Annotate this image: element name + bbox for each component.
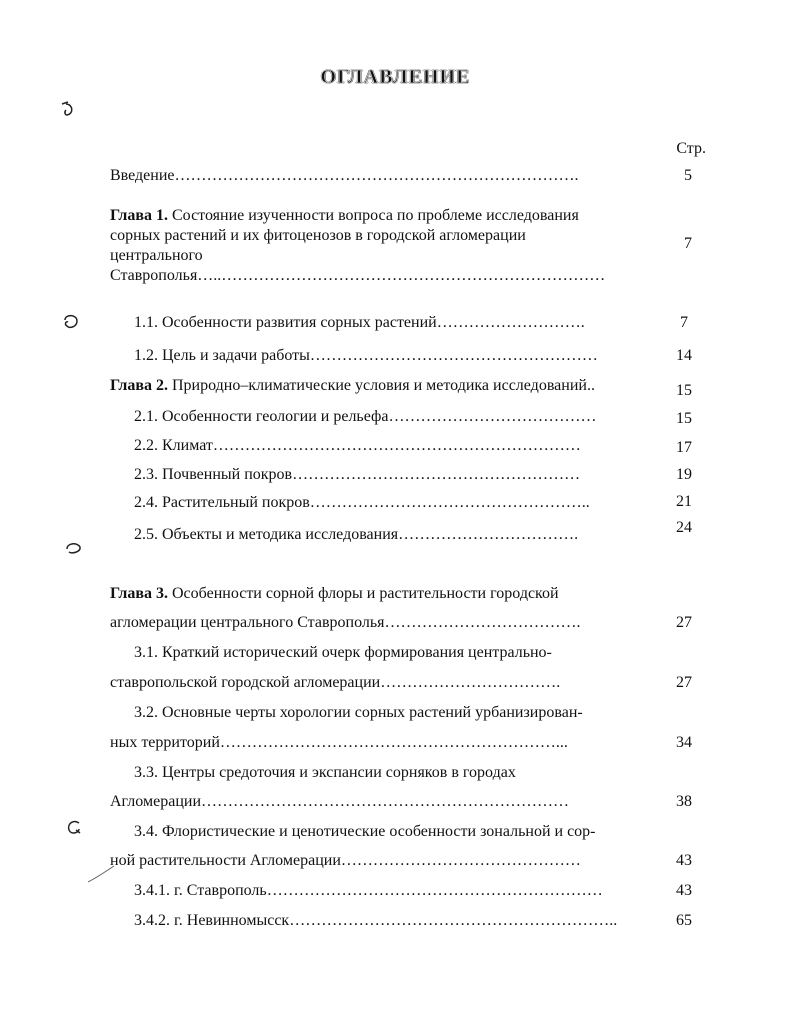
margin-mark-icon bbox=[60, 312, 82, 334]
toc-page-number: 65 bbox=[676, 912, 692, 929]
toc-entry-3-4-2: 3.4.2. г. Невинномысск…………………………………………………….. bbox=[134, 912, 618, 929]
toc-entry-1-2: 1.2. Цель и задачи работы……………………………………………… bbox=[134, 347, 598, 364]
toc-page-number: 27 bbox=[676, 674, 692, 691]
toc-entry-2-1: 2.1. Особенности геологии и рельефа………………………………… bbox=[134, 408, 597, 425]
toc-page-number: 43 bbox=[676, 882, 692, 899]
toc-page-number: 7 bbox=[684, 235, 692, 252]
toc-entry-3-4-1: 3.4.1. г. Ставрополь……………………………………………………… bbox=[134, 882, 603, 899]
margin-mark-icon bbox=[64, 540, 86, 558]
toc-page-number: 43 bbox=[676, 852, 692, 869]
toc-page-number: 19 bbox=[676, 466, 692, 483]
toc-page-number: 15 bbox=[676, 382, 692, 399]
toc-page-number: 14 bbox=[676, 347, 692, 364]
toc-page-number: 5 bbox=[684, 167, 692, 184]
toc-page-number: 21 bbox=[676, 493, 692, 510]
page-title: ОГЛАВЛЕНИЕ bbox=[320, 66, 471, 88]
chapter-label: Глава 2. bbox=[110, 377, 168, 394]
chapter-title: Особенности сорной флоры и растительности городской bbox=[168, 585, 559, 602]
toc-entry-1-1: 1.1. Особенности развития сорных растений………………………. bbox=[134, 314, 585, 331]
toc-page-number: 7 bbox=[680, 314, 688, 331]
toc-entry-3-2-line: ных территорий………………………………………………………... bbox=[110, 734, 568, 751]
toc-entry-intro: Введение…………………………………………………………………. bbox=[110, 167, 579, 184]
toc-entry-3-1-line: ставропольской городской агломерации……………………………. bbox=[110, 674, 561, 691]
toc-entry-chapter-2 bbox=[110, 375, 595, 397]
chapter-label: Глава 3. bbox=[110, 585, 168, 602]
toc-entry-3-4: 3.4. Флористические и ценотические особенности зональной и сор- bbox=[134, 823, 596, 840]
toc-page-number: 17 bbox=[676, 439, 692, 456]
toc-page-number: 38 bbox=[676, 793, 692, 810]
toc-page-number: 27 bbox=[676, 614, 692, 631]
toc-entry-chapter-1 bbox=[110, 205, 579, 227]
chapter-label: Глава 1. bbox=[110, 207, 168, 224]
chapter-title: Состояние изученности вопроса по проблеме исследования bbox=[168, 207, 579, 224]
toc-page-number: 24 bbox=[676, 519, 692, 536]
toc-entry-chapter-1-line: центрального bbox=[110, 247, 203, 264]
toc-page-number: 34 bbox=[676, 734, 692, 751]
toc-entry-chapter-3 bbox=[110, 583, 559, 605]
toc-entry-2-3: 2.3. Почвенный покров……………………………………………… bbox=[134, 466, 581, 483]
toc-entry-3-3: 3.3. Центры средоточия и экспансии сорняков в городах bbox=[134, 764, 516, 781]
toc-entry-2-2: 2.2. Климат…………………………………………………………… bbox=[134, 437, 581, 454]
chapter-title: Природно–климатические условия и методика исследований.. bbox=[168, 377, 595, 394]
margin-mark-icon bbox=[58, 98, 80, 120]
toc-entry-3-3-line: Агломерации…………………………………………………………… bbox=[110, 793, 569, 810]
toc-entry-2-4: 2.4. Растительный покров…………………………………………….. bbox=[134, 494, 590, 511]
page-column-label: Стр. bbox=[676, 140, 706, 157]
margin-mark-icon bbox=[64, 818, 84, 838]
toc-entry-chapter-1-line: сорных растений и их фитоценозов в городской агломерации bbox=[110, 227, 526, 244]
toc-entry-3-4-line: ной растительности Агломерации……………………………………… bbox=[110, 852, 581, 869]
toc-entry-chapter-1-line: Ставрополья…..……………………………………………………………… bbox=[110, 267, 606, 284]
toc-entry-2-5: 2.5. Объекты и методика исследования……………………………. bbox=[134, 526, 579, 543]
toc-page-number: 15 bbox=[676, 410, 692, 427]
toc-entry-chapter-3-line: агломерации центрального Ставрополья………………………………. bbox=[110, 614, 581, 631]
toc-entry-3-1: 3.1. Краткий исторический очерк формирования центрально- bbox=[134, 644, 552, 661]
toc-entry-3-2: 3.2. Основные черты хорологии сорных растений урбанизирован- bbox=[134, 704, 583, 721]
